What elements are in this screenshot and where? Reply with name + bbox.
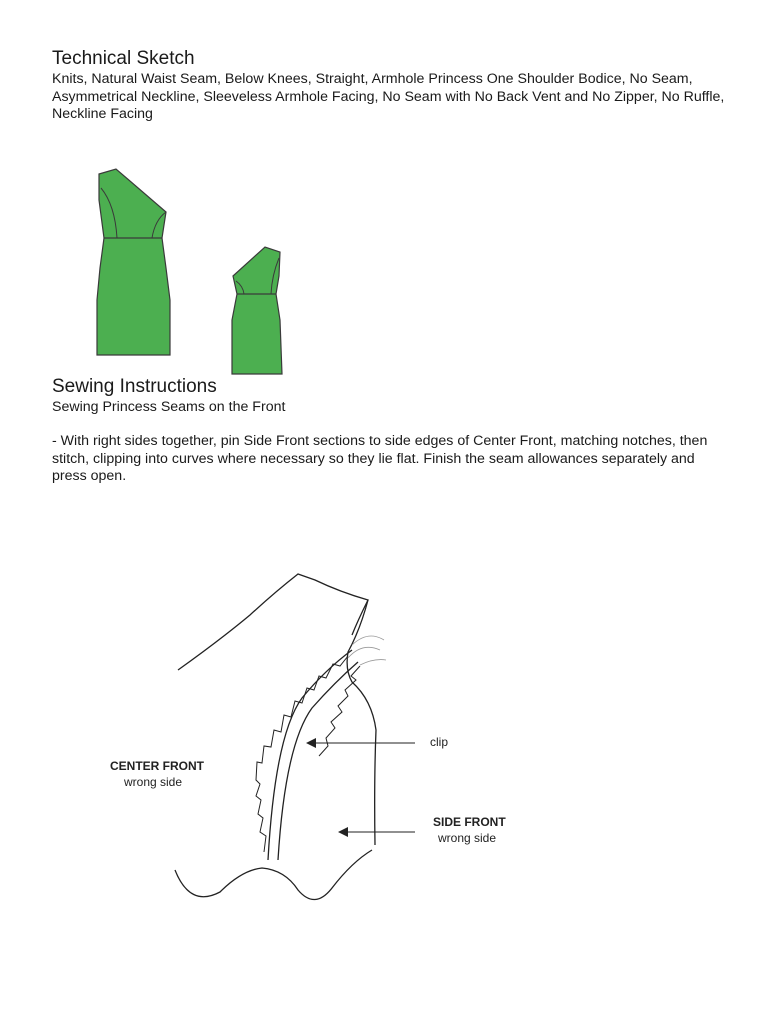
dress-front-large (97, 169, 170, 355)
clip-label: clip (430, 735, 449, 749)
side-front-sub: wrong side (438, 831, 497, 845)
sewing-instructions-title: Sewing Instructions (52, 376, 217, 397)
technical-sketch-description: Knits, Natural Waist Seam, Below Knees, Straight, Armhole Princess One Shoulder Bodice, No Seam, Asymmetrical Neckline, Sleeveless Armhole Facing, No Seam with No Back Vent and No Zipper, No Ruffle, Neckline Facing (52, 71, 725, 122)
sewing-instructions-step: - With right sides together, pin Side Front sections to side edges of Center Front, matching notches, then stitch, clipping into curves where necessary so they lie flat. Finish the seam allowances separately and press open. (52, 433, 708, 484)
dress-back-small (232, 247, 282, 374)
dress-sketches (80, 160, 380, 400)
technical-sketch-title: Technical Sketch (52, 48, 195, 69)
sewing-instructions-subtitle: Sewing Princess Seams on the Front (52, 399, 286, 415)
princess-seam-diagram (90, 570, 530, 910)
center-front-label: CENTER FRONT (110, 759, 204, 773)
center-front-sub: wrong side (124, 775, 183, 789)
side-front-label: SIDE FRONT (433, 815, 506, 829)
